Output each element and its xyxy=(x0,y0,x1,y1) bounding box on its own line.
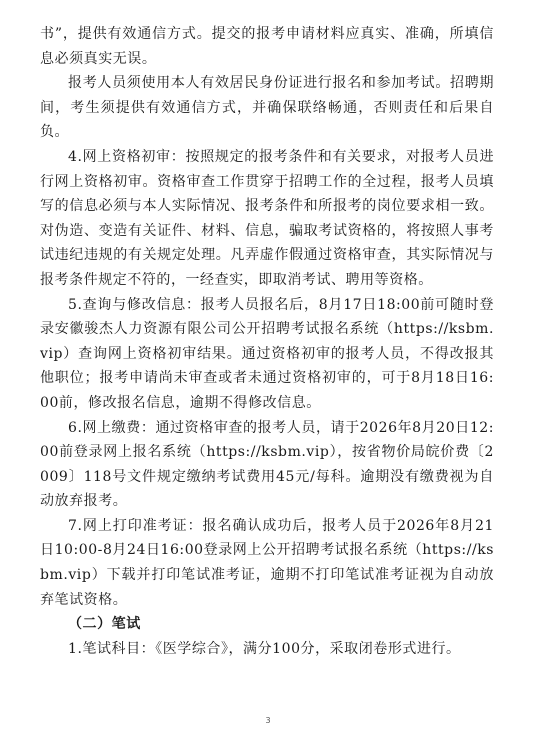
paragraph-online-qualification-review: 4.网上资格初审：按照规定的报考条件和有关要求，对报考人员进行网上资格初审。资格审查工作贯穿于招聘工作的全过程，报考人员填写的信息必须与本人实际情况、报考条件和所报考的岗位要求相一致。对伪造、变造有关证件、材料、信息，骗取考试资格的，将按照人事考试违纪违规的有关规定处理。凡弄虚作假通过资格审查，其实际情况与报考条件规定不符的，一经查实，即取消考试、聘用等资格。 xyxy=(40,148,494,288)
paragraph-query-and-modify: 5.查询与修改信息：报考人员报名后，8月17日18:00前可随时登录安徽骏杰人力资源有限公司公开招聘考试报名系统（https://ksbm.vip）查询网上资格初审结果。通过资格初审的报考人员，不得改报其他职位；报考申请尚未审查或者未通过资格初审的，可于8月18日16:00前，修改报名信息，逾期不得修改信息。 xyxy=(40,296,494,411)
page-number: 3 xyxy=(265,716,271,725)
paragraph-id-requirement: 报考人员须使用本人有效居民身份证进行报名和参加考试。招聘期间，考生须提供有效通信方式，并确保联络畅通，否则责任和后果自负。 xyxy=(40,75,494,141)
section-heading-written-exam: （二）笔试 xyxy=(68,616,141,633)
paragraph-exam-subject: 1.笔试科目：《医学综合》，满分100分，采取闭卷形式进行。 xyxy=(68,640,461,657)
paragraph-registration-materials: 书”，提供有效通信方式。提交的报考申请材料应真实、准确，所填信息必须真实无误。 xyxy=(40,26,494,67)
paragraph-print-admission-ticket: 7.网上打印准考证：报名确认成功后，报考人员于2026年8月21日10:00-8月24日16:00登录网上公开招聘考试报名系统（https://ksbm.vip）下载并打印笔试准考证，逾期不打印笔试准考证视为自动放弃笔试资格。 xyxy=(40,517,494,608)
paragraph-online-payment: 6.网上缴费：通过资格审查的报考人员，请于2026年8月20日12:00前登录网上报名系统（https://ksbm.vip），按省物价局皖价费〔2009〕118号文件规定缴纳考试费用45元/每科。逾期没有缴费视为自动放弃报考。 xyxy=(40,419,494,510)
